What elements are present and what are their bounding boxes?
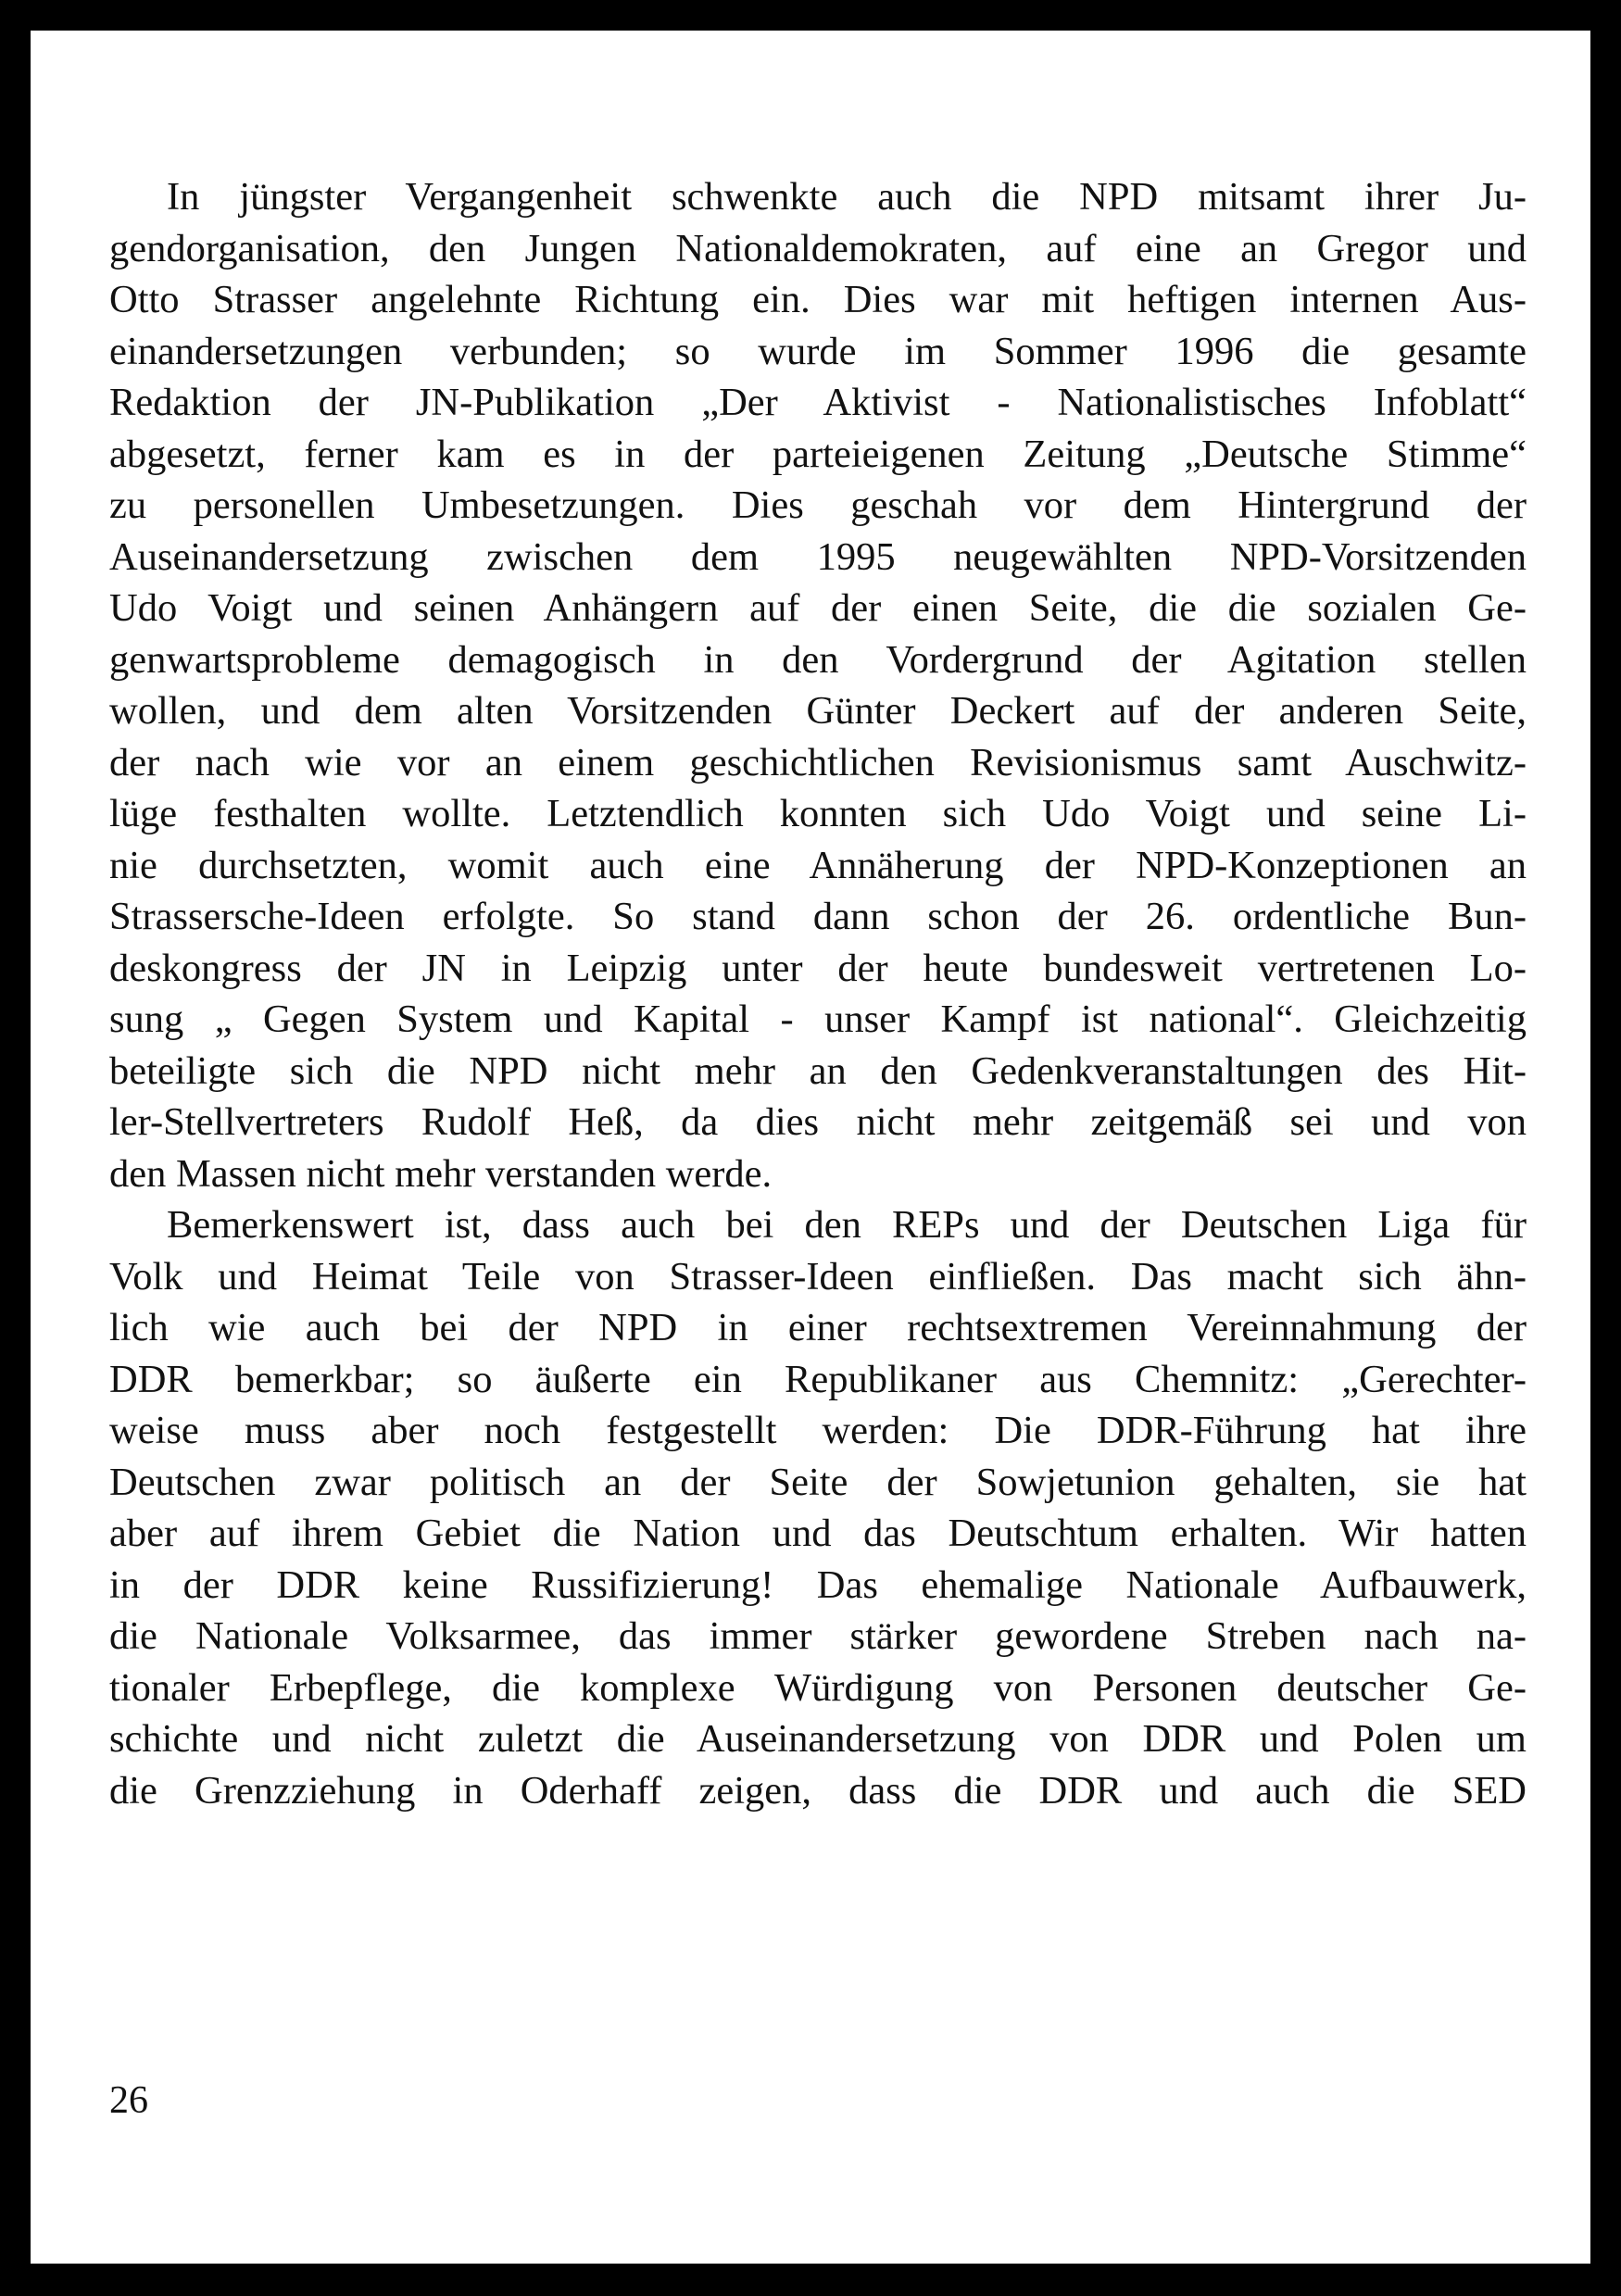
text-line: in der DDR keine Russifizierung! Das ehemalige Nationale Aufbauwerk, xyxy=(109,1562,1527,1607)
text-line: aber auf ihrem Gebiet die Nation und das Deutschtum erhalten. Wir hatten xyxy=(109,1512,1527,1555)
text-line: Deutschen zwar politisch an der Seite der Sowjetunion gehalten, sie hat xyxy=(109,1460,1527,1504)
text-line: Bemerkenswert ist, dass auch bei den REPs und der Deutschen Liga für xyxy=(167,1203,1527,1247)
text-line: die Grenzziehung in Oderhaff zeigen, dass die DDR und auch die SED xyxy=(109,1768,1527,1813)
text-line: Volk und Heimat Teile von Strasser-Ideen einfließen. Das macht sich ähn- xyxy=(109,1254,1527,1299)
text-line: weise muss aber noch festgestellt werden: Die DDR-Führung hat ihre xyxy=(109,1409,1527,1452)
text-line: abgesetzt, ferner kam es in der parteieigenen Zeitung „Deutsche Stimme“ xyxy=(109,432,1527,476)
text-line: genwartsprobleme demagogisch in den Vordergrund der Agitation stellen xyxy=(109,637,1527,682)
text-line: Auseinandersetzung zwischen dem 1995 neugewählten NPD-Vorsitzenden xyxy=(109,534,1527,579)
text-line: lich wie auch bei der NPD in einer rechtsextremen Vereinnahmung der xyxy=(109,1306,1527,1349)
body-text xyxy=(109,171,1527,1816)
text-line: die Nationale Volksarmee, das immer stärker gewordene Streben nach na- xyxy=(109,1614,1527,1658)
text-line: DDR bemerkbar; so äußerte ein Republikaner aus Chemnitz: „Gerechter- xyxy=(109,1357,1527,1401)
book-page xyxy=(31,31,1590,2264)
text-line: zu personellen Umbesetzungen. Dies geschah vor dem Hintergrund der xyxy=(109,483,1527,527)
text-line: einandersetzungen verbunden; so wurde im Sommer 1996 die gesamte xyxy=(109,329,1527,373)
text-line: wollen, und dem alten Vorsitzenden Günter Deckert auf der anderen Seite, xyxy=(109,689,1527,733)
text-line: lüge festhalten wollte. Letztendlich konnten sich Udo Voigt und seine Li- xyxy=(109,792,1527,835)
text-line: tionaler Erbepflege, die komplexe Würdigung von Personen deutscher Ge- xyxy=(109,1665,1527,1710)
text-line: schichte und nicht zuletzt die Auseinandersetzung von DDR und Polen um xyxy=(109,1717,1527,1761)
paragraph xyxy=(109,1199,1527,1816)
text-line: Otto Strasser angelehnte Richtung ein. Dies war mit heftigen internen Aus- xyxy=(109,278,1527,321)
text-line: Redaktion der JN-Publikation „Der Aktivist - Nationalistisches Infoblatt“ xyxy=(109,381,1527,424)
text-line: sung „ Gegen System und Kapital - unser Kampf ist national“. Gleichzeitig xyxy=(109,997,1527,1041)
text-line: Strassersche-Ideen erfolgte. So stand dann schon der 26. ordentliche Bun- xyxy=(109,895,1527,938)
text-line: der nach wie vor an einem geschichtlichen Revisionismus samt Auschwitz- xyxy=(109,740,1527,784)
text-line: deskongress der JN in Leipzig unter der heute bundesweit vertretenen Lo- xyxy=(109,946,1527,990)
text-line: beteiligte sich die NPD nicht mehr an den Gedenkveranstaltungen des Hit- xyxy=(109,1048,1527,1093)
text-line: gendorganisation, den Jungen Nationaldemokraten, auf eine an Gregor und xyxy=(109,226,1527,270)
text-line: Udo Voigt und seinen Anhängern auf der einen Seite, die die sozialen Ge- xyxy=(109,586,1527,630)
text-line: ler-Stellvertreters Rudolf Heß, da dies nicht mehr zeitgemäß sei und von xyxy=(109,1100,1527,1144)
page-number: 26 xyxy=(109,2079,148,2122)
text-line: nie durchsetzten, womit auch eine Annäherung der NPD-Konzeptionen an xyxy=(109,843,1527,887)
text-line: den Massen nicht mehr verstanden werde. xyxy=(109,1151,773,1196)
paragraph xyxy=(109,171,1527,1199)
text-line: In jüngster Vergangenheit schwenkte auch die NPD mitsamt ihrer Ju- xyxy=(167,175,1527,219)
